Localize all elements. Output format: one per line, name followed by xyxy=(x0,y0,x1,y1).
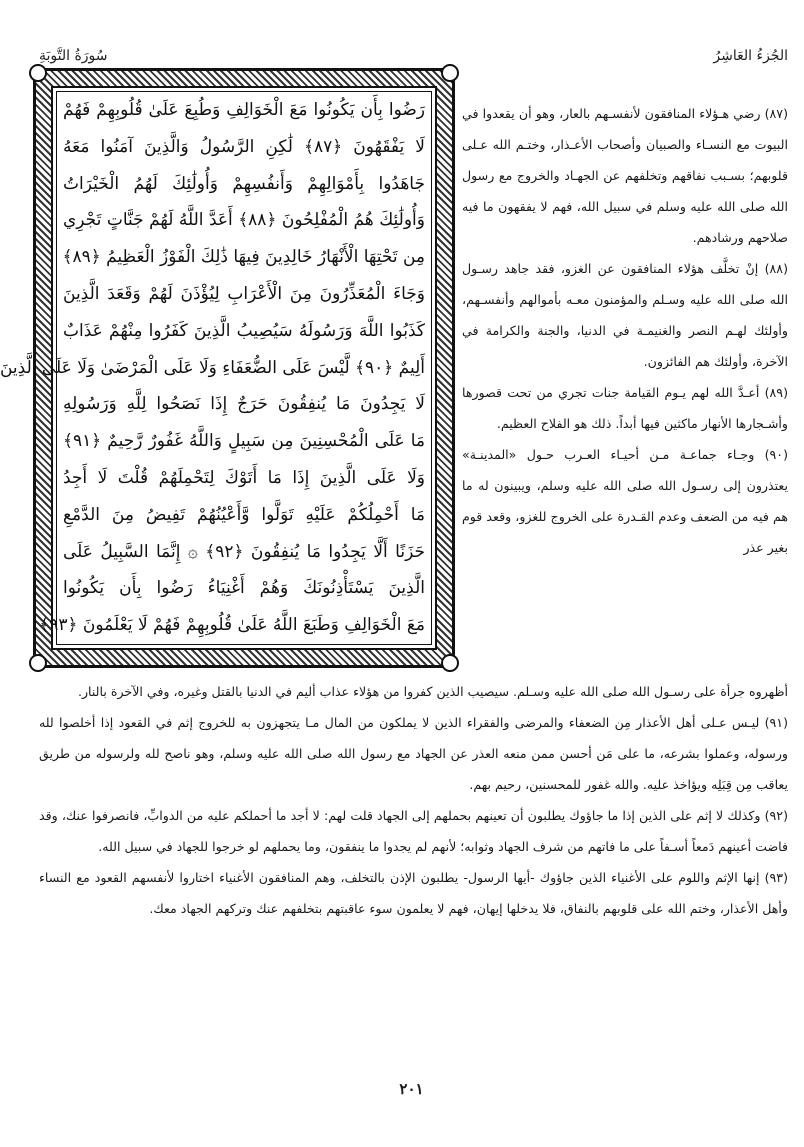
surah-header: سُورَةُ التَّوبَةِ xyxy=(39,48,108,64)
tafsir-body xyxy=(39,676,788,924)
tafsir-paragraph: (٩٠) وجـاء جماعـة مـن أحيـاء العـرب حـول «المدينـة» يعتذرون إلى رسـول الله صلى الله عليه وسلم، ويبينون له ما هم فيه من الضعف وعدم القـدرة على الخروج للغزو، وقعد قوم بغير عذر xyxy=(462,447,788,555)
quran-line: مَا أَحْمِلُكُمْ عَلَيْهِ تَوَلَّوا وَّأَعْيُنُهُمْ تَفِيضُ مِنَ الدَّمْعِ xyxy=(63,504,425,525)
corner-ornament xyxy=(29,654,47,672)
quran-line: وَلَا عَلَى الَّذِينَ إِذَا مَا أَتَوْكَ لِتَحْمِلَهُمْ قُلْتَ لَا أَجِدُ xyxy=(63,467,425,488)
quran-line: كَذَبُوا اللَّهَ وَرَسُولَهُ سَيُصِيبُ الَّذِينَ كَفَرُوا مِنْهُمْ عَذَابٌ xyxy=(63,320,425,341)
quran-line: أَلِيمٌ ﴿٩٠﴾ لَّيْسَ عَلَى الضُّعَفَاءِ وَلَا عَلَى الْمَرْضَىٰ وَلَا عَلَى الَّذِينَ xyxy=(0,357,425,378)
quran-line: وَأُولَٰئِكَ هُمُ الْمُفْلِحُونَ ﴿٨٨﴾ أَعَدَّ اللَّهُ لَهُمْ جَنَّاتٍ تَجْرِي xyxy=(63,210,425,231)
quran-line: مَعَ الْخَوَالِفِ وَطَبَعَ اللَّهُ عَلَىٰ قُلُوبِهِمْ فَهُمْ لَا يَعْلَمُونَ ﴿٩٣﴾ xyxy=(39,615,425,636)
tafsir-paragraph: (٨٧) رضي هـؤلاء المنافقون لأنفسـهم بالعار، وهو أن يقعدوا في البيوت مع النسـاء والصبيان وأصحاب الأعـذار، وختـم الله عـلى قلوبهم؛ بسـبب نفاقهم وتخلفهم عن الجهـاد والخروج مع رسول الله صلى الله عليه وسلم في سبيل الله، فهم لا يفقهون ما فيه صلاحهم ورشادهم. xyxy=(462,106,788,245)
quran-frame xyxy=(0,68,455,668)
quran-line: الَّذِينَ يَسْتَأْذِنُونَكَ وَهُمْ أَغْنِيَاءُ رَضُوا بِأَن يَكُونُوا xyxy=(63,578,425,599)
quran-line: مَا عَلَى الْمُحْسِنِينَ مِن سَبِيلٍ وَاللَّهُ غَفُورٌ رَّحِيمٌ ﴿٩١﴾ xyxy=(63,431,425,452)
tafsir-paragraph: (٨٩) أعـدَّ الله لهم يـوم القيامة جنات تجري من تحت قصورها وأشـجارها الأنهار ماكثين فيها أبداً. ذلك هو الفلاح العظيم. xyxy=(462,385,788,431)
corner-ornament xyxy=(29,64,47,82)
tafsir-side-column xyxy=(462,98,788,563)
quran-line: رَضُوا بِأَن يَكُونُوا مَعَ الْخَوَالِفِ وَطُبِعَ عَلَىٰ قُلُوبِهِمْ فَهُمْ xyxy=(63,100,425,120)
page-number: ٢٠١ xyxy=(399,1080,424,1098)
tafsir-paragraph: (٩٣) إنها الإثم واللوم على الأغنياء الذين جاؤوك -أيها الرسول- يطلبون الإذن بالتخلف، وهم المنافقون الأغنياء اختاروا لأنفسهم القعود مع النساء وأهل الأعذار، وختم الله على قلوبهم بالنفاق، فلا يدخلها إيهان، فهم لا يعلمون سوء عاقبتهم بتخلفهم عنك وتركهم الجهاد معك. xyxy=(39,870,788,916)
quran-text-box xyxy=(0,86,437,650)
corner-ornament xyxy=(441,654,459,672)
corner-ornament xyxy=(441,64,459,82)
tafsir-paragraph: (٨٨) إنْ تخلَّف هؤلاء المنافقون عن الغزو، فقد جاهد رسـول الله صلى الله عليه وسـلم والمؤمنون معـه بأموالهم وأنفسـهم، وأولئك لهـم النصر والغنيمـة في الدنيا، والجنة والكرامة في الآخرة، وأولئك هم الفائزون. xyxy=(462,261,788,369)
tafsir-paragraph: (٩١) ليـس عـلى أهل الأعذار مِن الضعفاء والمرضى والفقراء الذين لا يملكون من المال مـا يتجهزون به للخروج إثم في القعود إذا أخلصوا لله ورسوله، وعملوا بشرعه، ما على مَن أحسن ممن منعه العذر عن الجهاد مع رسول الله صلى الله عليه وسلم، وهو ناصح لله ولرسوله من طريق يعاقب مِن قِبَلِه ويؤاخذ عليه. والله غفور للمحسنين، رحيم بهم. xyxy=(39,715,788,792)
tafsir-paragraph: (٩٢) وكذلك لا إثم على الذين إذا ما جاؤوك يطلبون أن تعينهم بحملهم إلى الجهاد قلت لهم: لا أجد ما أحملكم عليه من الدوابِّ، فانصرفوا عنك، وقد فاضت أعينهم دَمعاً أسـفاً على ما فاتهم من شرف الجهاد وثوابه؛ لأنهم لم يجدوا ما ينفقون، وما يحملهم لو خرجوا للجهاد في سبيل الله. xyxy=(39,808,788,854)
tafsir-paragraph: أظهروه جرأة على رسـول الله صلى الله عليه وسـلم. سيصيب الذين كفروا من هؤلاء عذاب أليم في الدنيا بالقتل وغيره، وفي الآخرة بالنار. xyxy=(77,684,788,699)
quran-line: حَزَنًا أَلَّا يَجِدُوا مَا يُنفِقُونَ ﴿٩٢﴾ ۞ إِنَّمَا السَّبِيلُ عَلَى xyxy=(63,541,425,562)
quran-line: جَاهَدُوا بِأَمْوَالِهِمْ وَأَنفُسِهِمْ وَأُولَٰئِكَ لَهُمُ الْخَيْرَاتُ xyxy=(63,173,425,194)
quran-line: لَا يَفْقَهُونَ ﴿٨٧﴾ لَٰكِنِ الرَّسُولُ وَالَّذِينَ آمَنُوا مَعَهُ xyxy=(63,136,425,157)
quran-line: لَا يَجِدُونَ مَا يُنفِقُونَ حَرَجٌ إِذَا نَصَحُوا لِلَّهِ وَرَسُولِهِ xyxy=(63,394,425,415)
juz-header: الجُزءُ العَاشِرُ xyxy=(713,48,788,64)
quran-line: مِن تَحْتِهَا الْأَنْهَارُ خَالِدِينَ فِيهَا ذَٰلِكَ الْفَوْزُ الْعَظِيمُ ﴿٨٩﴾ xyxy=(62,247,425,268)
quran-line: وَجَاءَ الْمُعَذِّرُونَ مِنَ الْأَعْرَابِ لِيُؤْذَنَ لَهُمْ وَقَعَدَ الَّذِينَ xyxy=(63,283,425,304)
